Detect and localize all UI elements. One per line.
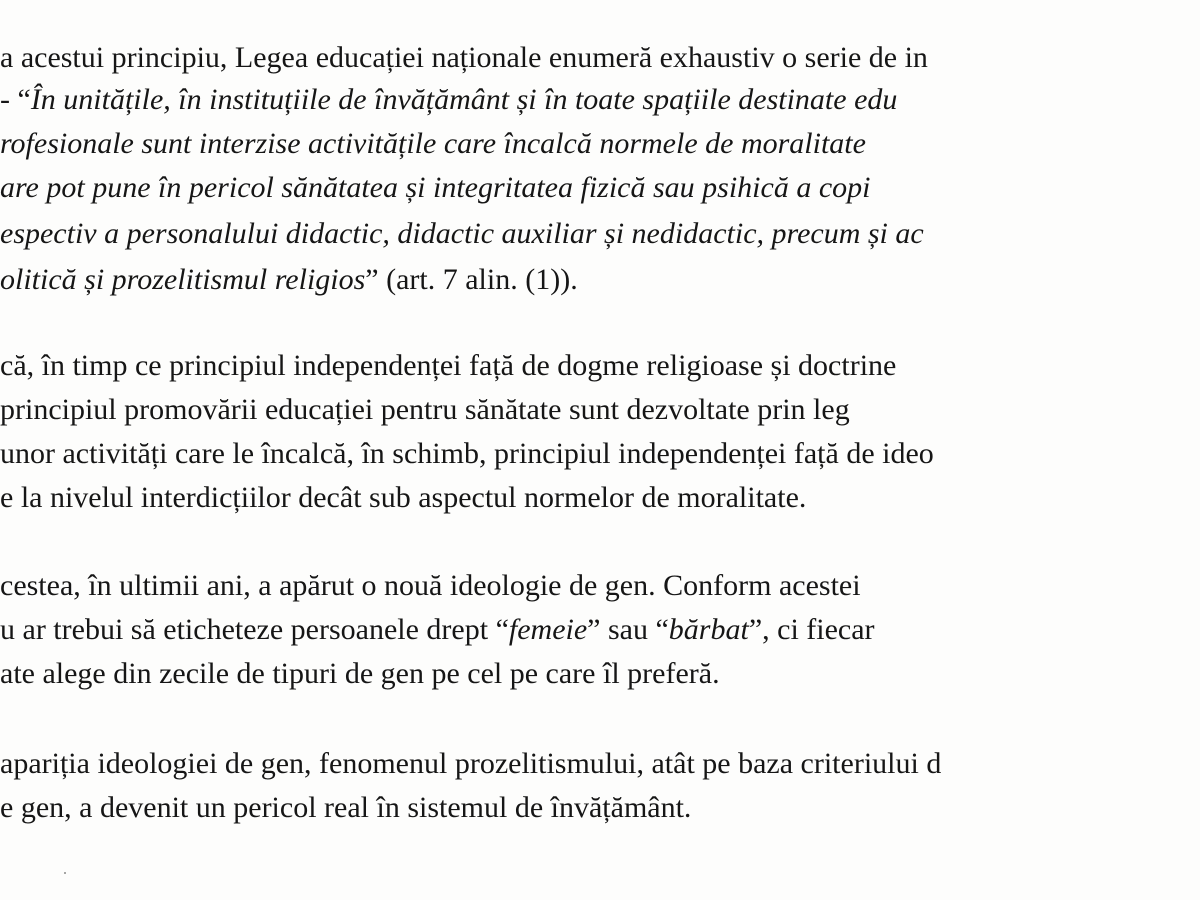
text-line bbox=[0, 786, 691, 830]
text-segment: a acestui principiu, Legea educației naționale enumeră exhaustiv o serie de in bbox=[0, 41, 928, 74]
text-line bbox=[0, 608, 875, 652]
text-line bbox=[0, 36, 928, 80]
text-segment: ”, ci fiecar bbox=[748, 613, 875, 646]
text-line bbox=[0, 564, 861, 608]
text-segment: apariția ideologiei de gen, fenomenul prozelitismului, atât pe baza criteriului d bbox=[0, 747, 942, 780]
text-line bbox=[0, 476, 806, 520]
text-line bbox=[0, 742, 941, 786]
text-segment: e gen, a devenit un pericol real în sistemul de învățământ. bbox=[0, 791, 692, 824]
text-line bbox=[0, 258, 578, 302]
text-line bbox=[0, 166, 870, 210]
text-segment-italic: olitică și prozelitismul religios bbox=[0, 263, 366, 296]
text-segment-italic: În unitățile, în instituțiile de învățământ și în toate spațiile destinate edu bbox=[30, 83, 898, 116]
text-segment-italic: rofesionale sunt interzise activitățile care încalcă normele de moralitate bbox=[0, 127, 866, 160]
text-segment: cestea, în ultimii ani, a apărut o nouă ideologie de gen. Conform acestei bbox=[0, 569, 861, 602]
text-line bbox=[0, 122, 866, 166]
text-segment: principiul promovării educației pentru sănătate sunt dezvoltate prin leg bbox=[0, 393, 850, 426]
text-segment: că, în timp ce principiul independenței față de dogme religioase și doctrine bbox=[0, 349, 897, 382]
text-line bbox=[0, 388, 850, 432]
text-segment: ” (art. 7 alin. (1)). bbox=[365, 263, 578, 296]
text-segment-italic: are pot pune în pericol sănătatea și integritatea fizică sau psihică a copi bbox=[0, 171, 871, 204]
text-line bbox=[0, 344, 896, 388]
text-segment: ” sau “ bbox=[587, 613, 669, 646]
text-line bbox=[0, 652, 720, 696]
text-line bbox=[0, 78, 897, 122]
text-line bbox=[0, 432, 934, 476]
text-segment-italic: bărbat bbox=[668, 613, 749, 646]
text-segment: unor activități care le încalcă, în schimb, principiul independenței față de ideo bbox=[0, 437, 934, 470]
text-segment: ate alege din zecile de tipuri de gen pe cel pe care îl preferă. bbox=[0, 657, 720, 690]
text-segment-italic: femeie bbox=[508, 613, 588, 646]
text-segment: u ar trebui să eticheteze persoanele drept “ bbox=[0, 613, 509, 646]
scan-speck bbox=[64, 872, 66, 874]
text-segment: e la nivelul interdicțiilor decât sub aspectul normelor de moralitate. bbox=[0, 481, 807, 514]
text-segment-italic: espectiv a personalului didactic, didactic auxiliar și nedidactic, precum și ac bbox=[0, 217, 924, 250]
text-line bbox=[0, 212, 924, 256]
text-segment: - “ bbox=[0, 83, 31, 116]
